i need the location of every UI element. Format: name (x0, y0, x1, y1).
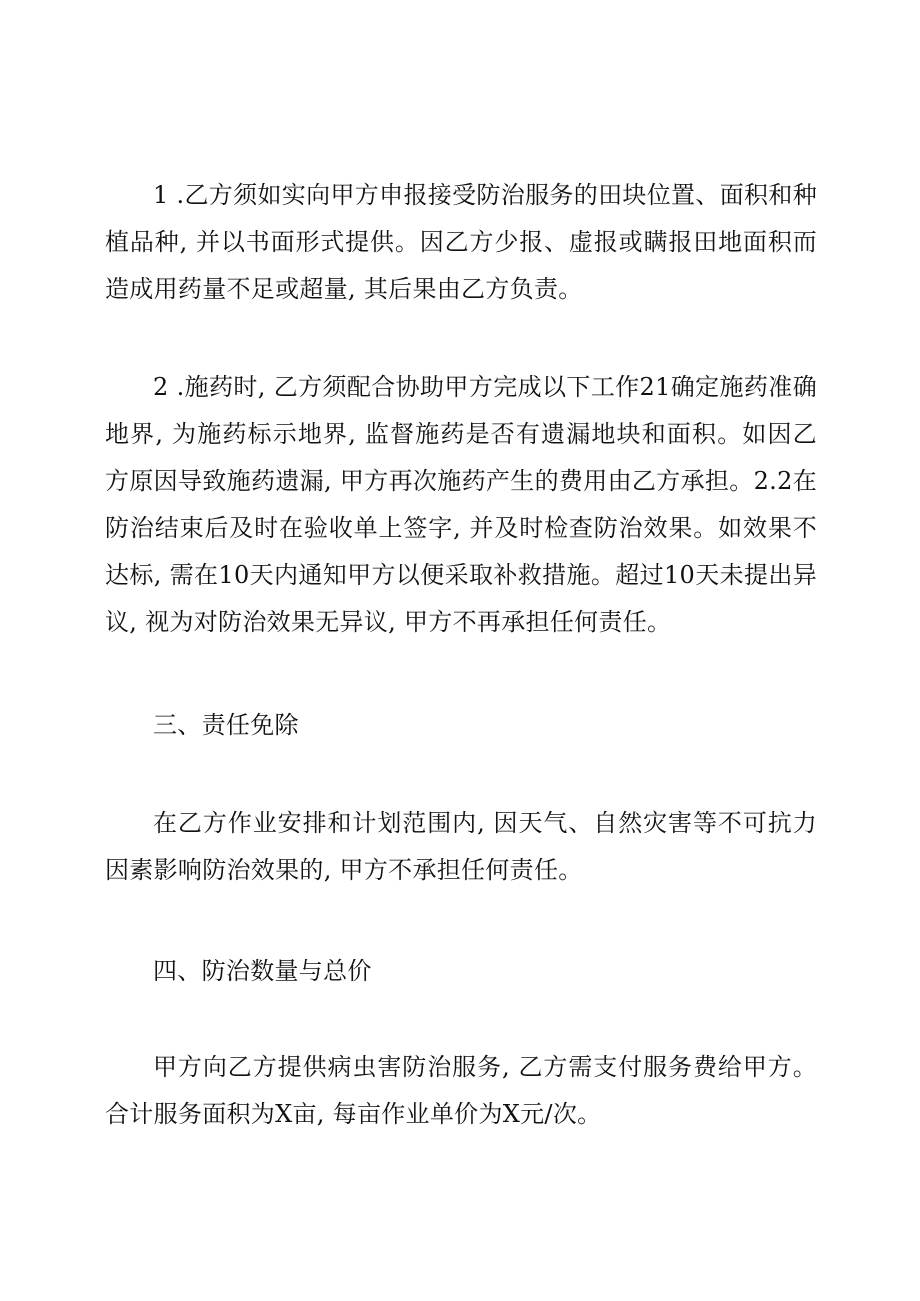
section-4-paragraph: 甲方向乙方提供病虫害防治服务, 乙方需支付服务费给甲方。合计服务面积为X亩, 每亩作业单价为X元/次。 (105, 1053, 817, 1128)
clause-2-paragraph: 2 .施药时, 乙方须配合协助甲方完成以下工作21确定施药准确地界, 为施药标示地界, 监督施药是否有遗漏地块和面积。如因乙方原因导致施药遗漏, 甲方再次施药产生的费用由乙方承担。2.2在防治结束后及时在验收单上签字, 并及时检查防治效果。如效果不达标, 需在10天内通知甲方以便采取补救措施。超过10天未提出异议, 视为对防治效果无异议, 甲方不再承担任何责任。 (105, 373, 817, 636)
section-4-heading: 四、防治数量与总价 (153, 957, 372, 985)
section-3-heading: 三、责任免除 (153, 711, 299, 739)
section-3-paragraph: 在乙方作业安排和计划范围内, 因天气、自然灾害等不可抗力因素影响防治效果的, 甲方不承担任何责任。 (105, 809, 817, 884)
clause-1-paragraph: 1 .乙方须如实向甲方申报接受防治服务的田块位置、面积和种植品种, 并以书面形式提供。因乙方少报、虚报或瞒报田地面积而造成用药量不足或超量, 其后果由乙方负责。 (105, 181, 817, 303)
